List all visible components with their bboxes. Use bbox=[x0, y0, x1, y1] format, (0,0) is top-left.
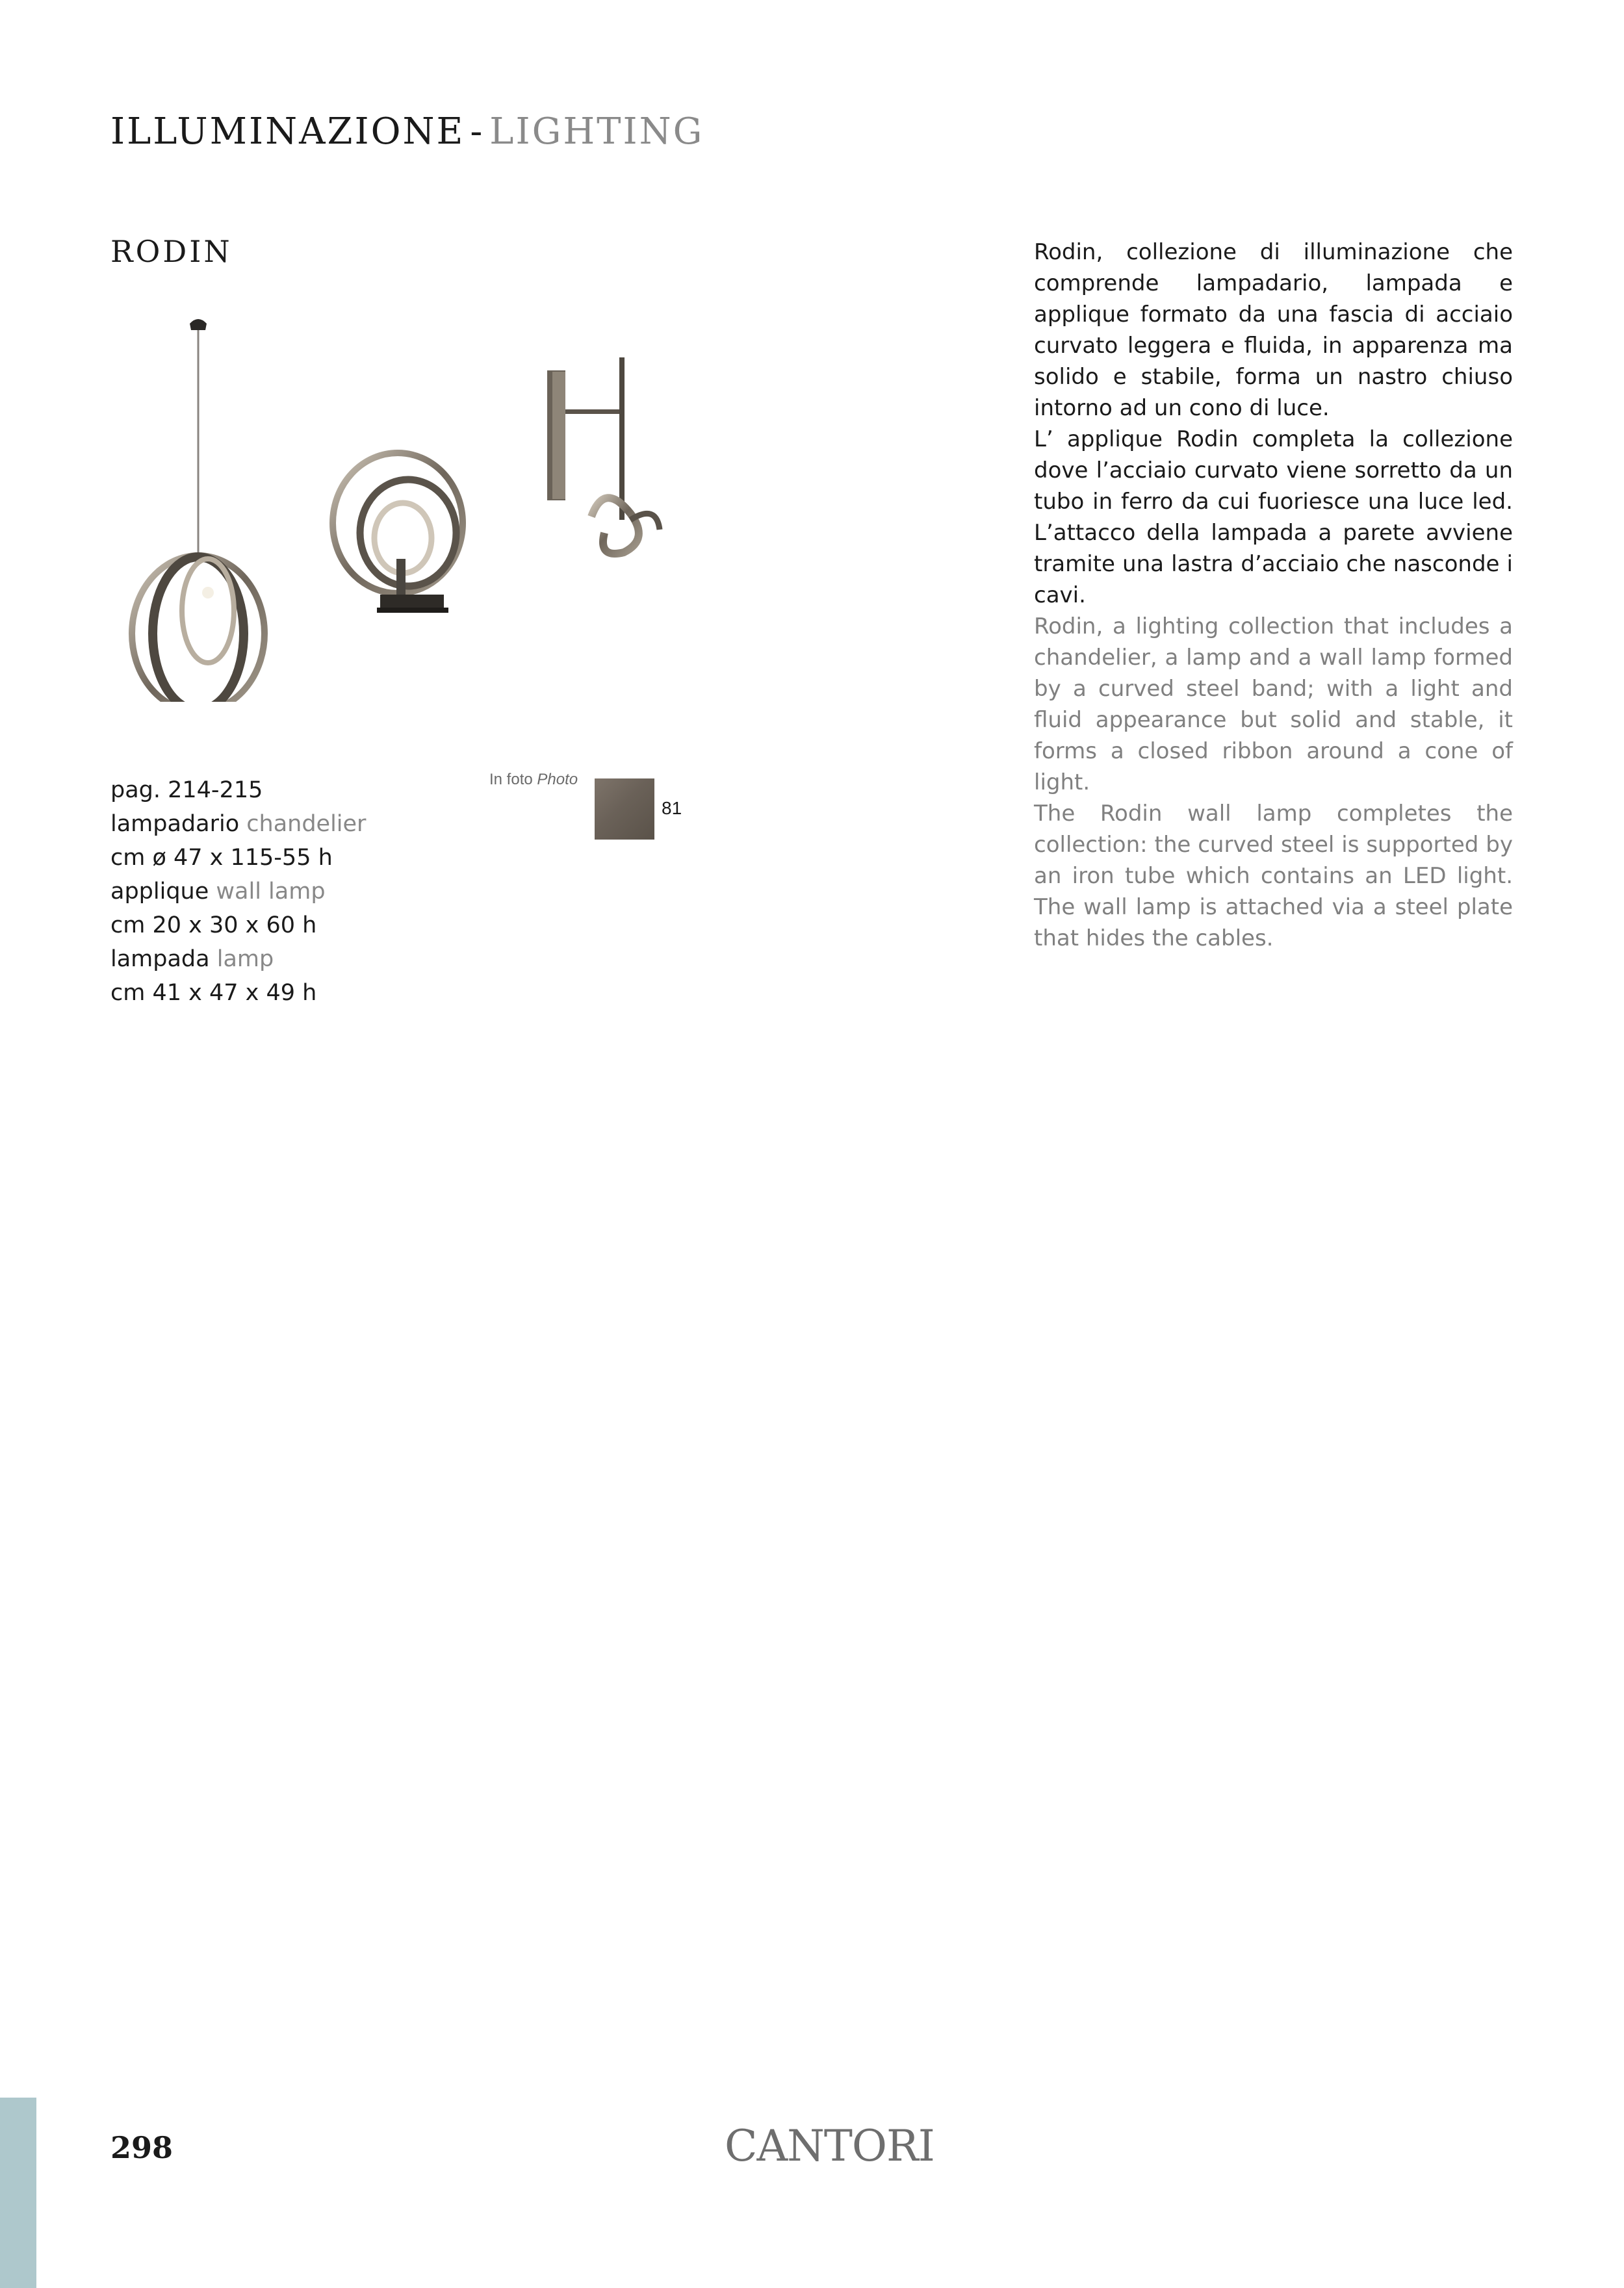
description-en-paragraph: Rodin, a lighting collection that includes a chandelier, a lamp and a wall lamp formed by a curved steel band; with a light and fluid appearance but solid and stable, it forms a closed ribbon around a cone of light. bbox=[1034, 613, 1513, 795]
description-en bbox=[1034, 611, 1513, 954]
page-number: 298 bbox=[110, 2130, 174, 2165]
description-it-paragraph: L’ applique Rodin completa la collezione dove l’acciaio curvato viene sorretto da un tubo in ferro da cui fuoriesce una luce led. L’attacco della lampada a parete avviene tramite una lastra d’acciaio che nasconde i cavi. bbox=[1034, 426, 1513, 608]
wall-lamp-label: applique wall lamp bbox=[110, 879, 326, 905]
section-header bbox=[110, 110, 704, 153]
wall-lamp-dimensions: cm 20 x 30 x 60 h bbox=[110, 912, 317, 938]
section-title-en: LIGHTING bbox=[489, 110, 704, 153]
finish-code: 81 bbox=[662, 798, 682, 818]
product-photos-illustration bbox=[110, 299, 721, 702]
lamp-label: lampada lamp bbox=[110, 946, 274, 972]
lamp-dimensions: cm 41 x 47 x 49 h bbox=[110, 980, 317, 1006]
chandelier-dimensions: cm ø 47 x 115-55 h bbox=[110, 845, 333, 871]
section-title-it: ILLUMINAZIONE bbox=[110, 110, 465, 153]
chandelier-label: lampadario chandelier bbox=[110, 811, 367, 837]
description-it bbox=[1034, 237, 1513, 611]
photo-caption: In foto Photo bbox=[489, 771, 578, 788]
wall-lamp-image bbox=[547, 357, 660, 554]
specs-block bbox=[110, 773, 366, 1010]
accent-side-bar bbox=[0, 2098, 36, 2288]
table-lamp-image bbox=[333, 453, 463, 613]
page-reference: pag. 214-215 bbox=[110, 777, 263, 803]
description-it-paragraph: Rodin, collezione di illuminazione che comprende lampadario, lampada e applique formato da una fascia di acciaio curvato leggera e fluida, in apparenza ma solido e stabile, forma un nastro chiuso intorno ad un cono di luce. bbox=[1034, 239, 1513, 421]
chandelier-image bbox=[132, 319, 264, 702]
product-photos bbox=[110, 299, 721, 702]
description-en-paragraph: The Rodin wall lamp completes the collection: the curved steel is supported by an iron tube which contains an LED light. The wall lamp is attached via a steel plate that hides the cables. bbox=[1034, 801, 1513, 951]
brand-logo: CANTORI bbox=[725, 2121, 934, 2171]
finish-swatch bbox=[595, 778, 654, 840]
section-title-separator: - bbox=[470, 110, 485, 153]
product-title: RODIN bbox=[110, 234, 233, 269]
